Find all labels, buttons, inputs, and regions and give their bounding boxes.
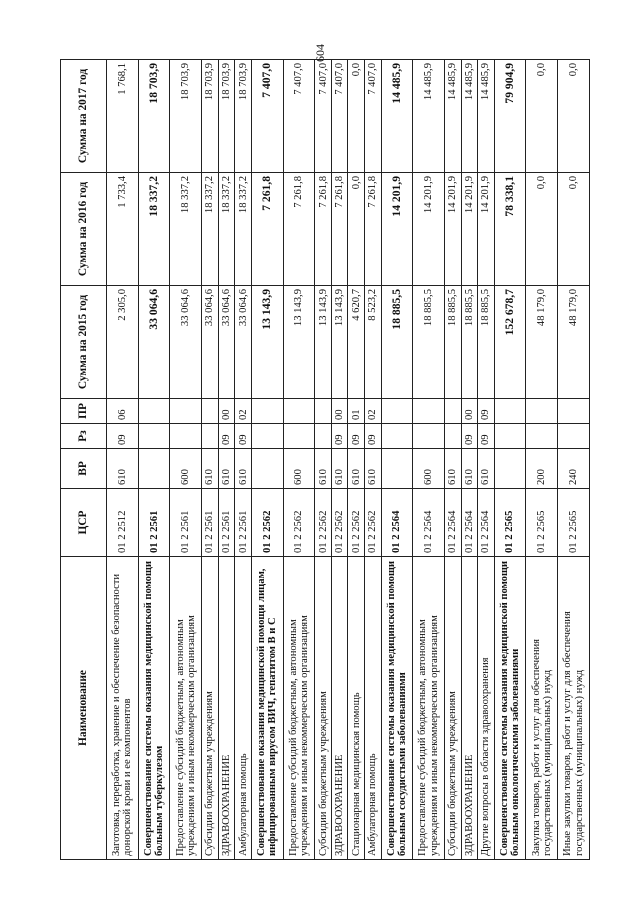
cell-csr: 01 2 2562 bbox=[251, 489, 283, 557]
cell-pr bbox=[138, 399, 170, 424]
cell-sum-2016: 18 337,2 bbox=[235, 173, 252, 286]
cell-sum-2017: 18 703,9 bbox=[170, 60, 202, 173]
cell-sum-2015: 13 143,9 bbox=[331, 286, 348, 399]
cell-pr: 00 bbox=[218, 399, 235, 424]
cell-sum-2015: 13 143,9 bbox=[315, 286, 332, 399]
cell-rz bbox=[494, 424, 526, 449]
table-row bbox=[381, 60, 413, 860]
cell-pr bbox=[526, 399, 558, 424]
cell-rz: 09 bbox=[235, 424, 252, 449]
cell-sum-2017: 18 703,9 bbox=[202, 60, 219, 173]
cell-sum-2017: 14 485,9 bbox=[461, 60, 478, 173]
cell-rz: 09 bbox=[364, 424, 381, 449]
cell-pr bbox=[283, 399, 315, 424]
cell-sum-2016: 14 201,9 bbox=[413, 173, 445, 286]
page-number: 604 bbox=[312, 44, 327, 62]
cell-sum-2017: 14 485,9 bbox=[478, 60, 495, 173]
cell-sum-2017: 7 407,0 bbox=[315, 60, 332, 173]
cell-sum-2016: 0,0 bbox=[558, 173, 590, 286]
cell-rz: 09 bbox=[461, 424, 478, 449]
cell-vr: 610 bbox=[331, 449, 348, 489]
cell-csr: 01 2 2564 bbox=[444, 489, 461, 557]
table-row bbox=[235, 60, 252, 860]
cell-sum-2016: 7 261,8 bbox=[251, 173, 283, 286]
cell-vr: 610 bbox=[107, 449, 139, 489]
cell-sum-2016: 14 201,9 bbox=[461, 173, 478, 286]
cell-sum-2015: 18 885,5 bbox=[461, 286, 478, 399]
cell-pr: 02 bbox=[235, 399, 252, 424]
cell-csr: 01 2 2565 bbox=[494, 489, 526, 557]
cell-name: Другие вопросы в области здравоохранения bbox=[478, 557, 495, 860]
table-row bbox=[413, 60, 445, 860]
cell-rz bbox=[526, 424, 558, 449]
cell-vr: 610 bbox=[364, 449, 381, 489]
cell-pr: 00 bbox=[461, 399, 478, 424]
cell-sum-2016: 14 201,9 bbox=[381, 173, 413, 286]
cell-sum-2016: 0,0 bbox=[348, 173, 365, 286]
cell-pr: 00 bbox=[331, 399, 348, 424]
cell-name: Совершенствование оказания медицинской помощи лицам, инфицированным вирусом ВИЧ, гепатитом В и С bbox=[251, 557, 283, 860]
cell-sum-2015: 33 064,6 bbox=[138, 286, 170, 399]
cell-vr: 610 bbox=[218, 449, 235, 489]
table-row bbox=[478, 60, 495, 860]
cell-pr bbox=[315, 399, 332, 424]
cell-csr: 01 2 2562 bbox=[315, 489, 332, 557]
cell-vr: 610 bbox=[348, 449, 365, 489]
cell-sum-2017: 14 485,9 bbox=[444, 60, 461, 173]
cell-sum-2015: 4 620,7 bbox=[348, 286, 365, 399]
cell-rz bbox=[202, 424, 219, 449]
header-sum-2016: Сумма на 2016 год bbox=[61, 173, 107, 286]
table-row bbox=[283, 60, 315, 860]
table-row bbox=[348, 60, 365, 860]
cell-csr: 01 2 2561 bbox=[170, 489, 202, 557]
cell-name: Субсидии бюджетным учреждениям bbox=[202, 557, 219, 860]
table-row bbox=[107, 60, 139, 860]
cell-sum-2016: 18 337,2 bbox=[138, 173, 170, 286]
cell-csr: 01 2 2564 bbox=[478, 489, 495, 557]
cell-sum-2017: 7 407,0 bbox=[364, 60, 381, 173]
cell-sum-2015: 48 179,0 bbox=[526, 286, 558, 399]
cell-name: ЗДРАВООХРАНЕНИЕ bbox=[461, 557, 478, 860]
cell-csr: 01 2 2562 bbox=[331, 489, 348, 557]
cell-vr: 600 bbox=[283, 449, 315, 489]
cell-sum-2015: 33 064,6 bbox=[170, 286, 202, 399]
cell-sum-2015: 2 305,0 bbox=[107, 286, 139, 399]
cell-sum-2015: 18 885,5 bbox=[413, 286, 445, 399]
cell-vr: 610 bbox=[461, 449, 478, 489]
header-sum-2017: Сумма на 2017 год bbox=[61, 60, 107, 173]
table-row bbox=[138, 60, 170, 860]
table-row bbox=[331, 60, 348, 860]
cell-vr: 600 bbox=[413, 449, 445, 489]
cell-pr: 06 bbox=[107, 399, 139, 424]
cell-sum-2015: 33 064,6 bbox=[235, 286, 252, 399]
cell-vr bbox=[381, 449, 413, 489]
cell-name: Субсидии бюджетным учреждениям bbox=[315, 557, 332, 860]
cell-rz bbox=[558, 424, 590, 449]
cell-sum-2016: 7 261,8 bbox=[364, 173, 381, 286]
cell-sum-2015: 8 523,2 bbox=[364, 286, 381, 399]
cell-name: ЗДРАВООХРАНЕНИЕ bbox=[218, 557, 235, 860]
rotated-table-container bbox=[60, 60, 590, 860]
cell-csr: 01 2 2562 bbox=[348, 489, 365, 557]
cell-sum-2016: 7 261,8 bbox=[315, 173, 332, 286]
cell-csr: 01 2 2564 bbox=[381, 489, 413, 557]
cell-vr bbox=[494, 449, 526, 489]
cell-rz: 09 bbox=[218, 424, 235, 449]
cell-sum-2016: 18 337,2 bbox=[202, 173, 219, 286]
cell-pr bbox=[444, 399, 461, 424]
cell-sum-2015: 13 143,9 bbox=[251, 286, 283, 399]
cell-csr: 01 2 2561 bbox=[218, 489, 235, 557]
cell-name: Совершенствование системы оказания медицинской помощи больным туберкулезом bbox=[138, 557, 170, 860]
cell-csr: 01 2 2565 bbox=[526, 489, 558, 557]
cell-csr: 01 2 2564 bbox=[461, 489, 478, 557]
table-row bbox=[170, 60, 202, 860]
cell-name: Закупка товаров, работ и услуг для обеспечения государственных (муниципальных) нужд bbox=[526, 557, 558, 860]
cell-pr bbox=[170, 399, 202, 424]
cell-vr: 240 bbox=[558, 449, 590, 489]
cell-rz bbox=[381, 424, 413, 449]
cell-pr: 02 bbox=[364, 399, 381, 424]
table-row bbox=[444, 60, 461, 860]
cell-pr bbox=[381, 399, 413, 424]
cell-name: Амбулаторная помощь bbox=[364, 557, 381, 860]
table-row bbox=[202, 60, 219, 860]
cell-rz bbox=[283, 424, 315, 449]
cell-pr: 09 bbox=[478, 399, 495, 424]
cell-sum-2016: 7 261,8 bbox=[283, 173, 315, 286]
cell-sum-2016: 18 337,2 bbox=[218, 173, 235, 286]
cell-sum-2015: 13 143,9 bbox=[283, 286, 315, 399]
cell-sum-2016: 18 337,2 bbox=[170, 173, 202, 286]
table-row bbox=[494, 60, 526, 860]
cell-sum-2016: 0,0 bbox=[526, 173, 558, 286]
cell-vr: 610 bbox=[202, 449, 219, 489]
cell-vr: 610 bbox=[478, 449, 495, 489]
table-body bbox=[107, 60, 590, 860]
cell-csr: 01 2 2561 bbox=[235, 489, 252, 557]
cell-name: Субсидии бюджетным учреждениям bbox=[444, 557, 461, 860]
header-csr: ЦСР bbox=[61, 489, 107, 557]
cell-csr: 01 2 2561 bbox=[202, 489, 219, 557]
cell-sum-2016: 14 201,9 bbox=[478, 173, 495, 286]
table-row bbox=[218, 60, 235, 860]
cell-sum-2017: 14 485,9 bbox=[413, 60, 445, 173]
cell-sum-2017: 14 485,9 bbox=[381, 60, 413, 173]
cell-vr bbox=[138, 449, 170, 489]
cell-vr: 200 bbox=[526, 449, 558, 489]
cell-pr bbox=[251, 399, 283, 424]
cell-csr: 01 2 2561 bbox=[138, 489, 170, 557]
table-row bbox=[558, 60, 590, 860]
cell-pr bbox=[558, 399, 590, 424]
header-vr: ВР bbox=[61, 449, 107, 489]
cell-vr: 610 bbox=[444, 449, 461, 489]
cell-pr bbox=[413, 399, 445, 424]
cell-name: Заготовка, переработка, хранение и обеспечение безопасности донорской крови и ее компонентов bbox=[107, 557, 139, 860]
cell-name: Стационарная медицинская помощь bbox=[348, 557, 365, 860]
table-row bbox=[251, 60, 283, 860]
cell-sum-2016: 1 733,4 bbox=[107, 173, 139, 286]
cell-sum-2015: 33 064,6 bbox=[218, 286, 235, 399]
cell-name: Предоставление субсидий бюджетным, автономным учреждениям и иным некоммерческим организациям bbox=[413, 557, 445, 860]
header-sum-2015: Сумма на 2015 год bbox=[61, 286, 107, 399]
table-row bbox=[461, 60, 478, 860]
cell-rz bbox=[315, 424, 332, 449]
table-row bbox=[315, 60, 332, 860]
cell-rz: 09 bbox=[478, 424, 495, 449]
header-rz: Рз bbox=[61, 424, 107, 449]
header-name: Наименование bbox=[61, 557, 107, 860]
cell-sum-2015: 18 885,5 bbox=[478, 286, 495, 399]
cell-sum-2015: 152 678,7 bbox=[494, 286, 526, 399]
header-pr: ПР bbox=[61, 399, 107, 424]
cell-name: Предоставление субсидий бюджетным, автономным учреждениям и иным некоммерческим организациям bbox=[283, 557, 315, 860]
cell-name: Совершенствование системы оказания медицинской помощи больным сосудистыми заболеваниями bbox=[381, 557, 413, 860]
cell-csr: 01 2 2562 bbox=[283, 489, 315, 557]
cell-sum-2017: 18 703,9 bbox=[235, 60, 252, 173]
table-header-row bbox=[61, 60, 107, 860]
cell-name: Амбулаторная помощь bbox=[235, 557, 252, 860]
cell-name: ЗДРАВООХРАНЕНИЕ bbox=[331, 557, 348, 860]
cell-name: Иные закупки товаров, работ и услуг для обеспечения государственных (муниципальных) нужд bbox=[558, 557, 590, 860]
cell-rz: 09 bbox=[331, 424, 348, 449]
cell-sum-2017: 0,0 bbox=[348, 60, 365, 173]
cell-vr: 600 bbox=[170, 449, 202, 489]
cell-rz bbox=[170, 424, 202, 449]
cell-csr: 01 2 2564 bbox=[413, 489, 445, 557]
cell-sum-2015: 48 179,0 bbox=[558, 286, 590, 399]
cell-name: Предоставление субсидий бюджетным, автономным учреждениям и иным некоммерческим организациям bbox=[170, 557, 202, 860]
cell-sum-2017: 0,0 bbox=[526, 60, 558, 173]
cell-sum-2017: 7 407,0 bbox=[331, 60, 348, 173]
cell-csr: 01 2 2562 bbox=[364, 489, 381, 557]
cell-sum-2017: 1 768,1 bbox=[107, 60, 139, 173]
cell-rz: 09 bbox=[107, 424, 139, 449]
cell-rz bbox=[444, 424, 461, 449]
cell-sum-2017: 18 703,9 bbox=[218, 60, 235, 173]
cell-sum-2016: 78 338,1 bbox=[494, 173, 526, 286]
cell-sum-2015: 33 064,6 bbox=[202, 286, 219, 399]
cell-rz: 09 bbox=[348, 424, 365, 449]
cell-sum-2017: 0,0 bbox=[558, 60, 590, 173]
cell-sum-2017: 7 407,0 bbox=[283, 60, 315, 173]
cell-sum-2015: 18 885,5 bbox=[381, 286, 413, 399]
cell-pr bbox=[202, 399, 219, 424]
cell-sum-2017: 7 407,0 bbox=[251, 60, 283, 173]
cell-sum-2016: 14 201,9 bbox=[444, 173, 461, 286]
cell-rz bbox=[413, 424, 445, 449]
cell-name: Совершенствование системы оказания медицинской помощи больным онкологическими заболеваниями bbox=[494, 557, 526, 860]
cell-pr: 01 bbox=[348, 399, 365, 424]
cell-sum-2015: 18 885,5 bbox=[444, 286, 461, 399]
cell-vr: 610 bbox=[315, 449, 332, 489]
cell-rz bbox=[251, 424, 283, 449]
cell-pr bbox=[494, 399, 526, 424]
cell-vr: 610 bbox=[235, 449, 252, 489]
table-row bbox=[526, 60, 558, 860]
cell-csr: 01 2 2512 bbox=[107, 489, 139, 557]
cell-rz bbox=[138, 424, 170, 449]
cell-sum-2017: 18 703,9 bbox=[138, 60, 170, 173]
budget-table bbox=[60, 59, 590, 860]
cell-csr: 01 2 2565 bbox=[558, 489, 590, 557]
cell-sum-2016: 7 261,8 bbox=[331, 173, 348, 286]
table-row bbox=[364, 60, 381, 860]
cell-sum-2017: 79 904,9 bbox=[494, 60, 526, 173]
cell-vr bbox=[251, 449, 283, 489]
